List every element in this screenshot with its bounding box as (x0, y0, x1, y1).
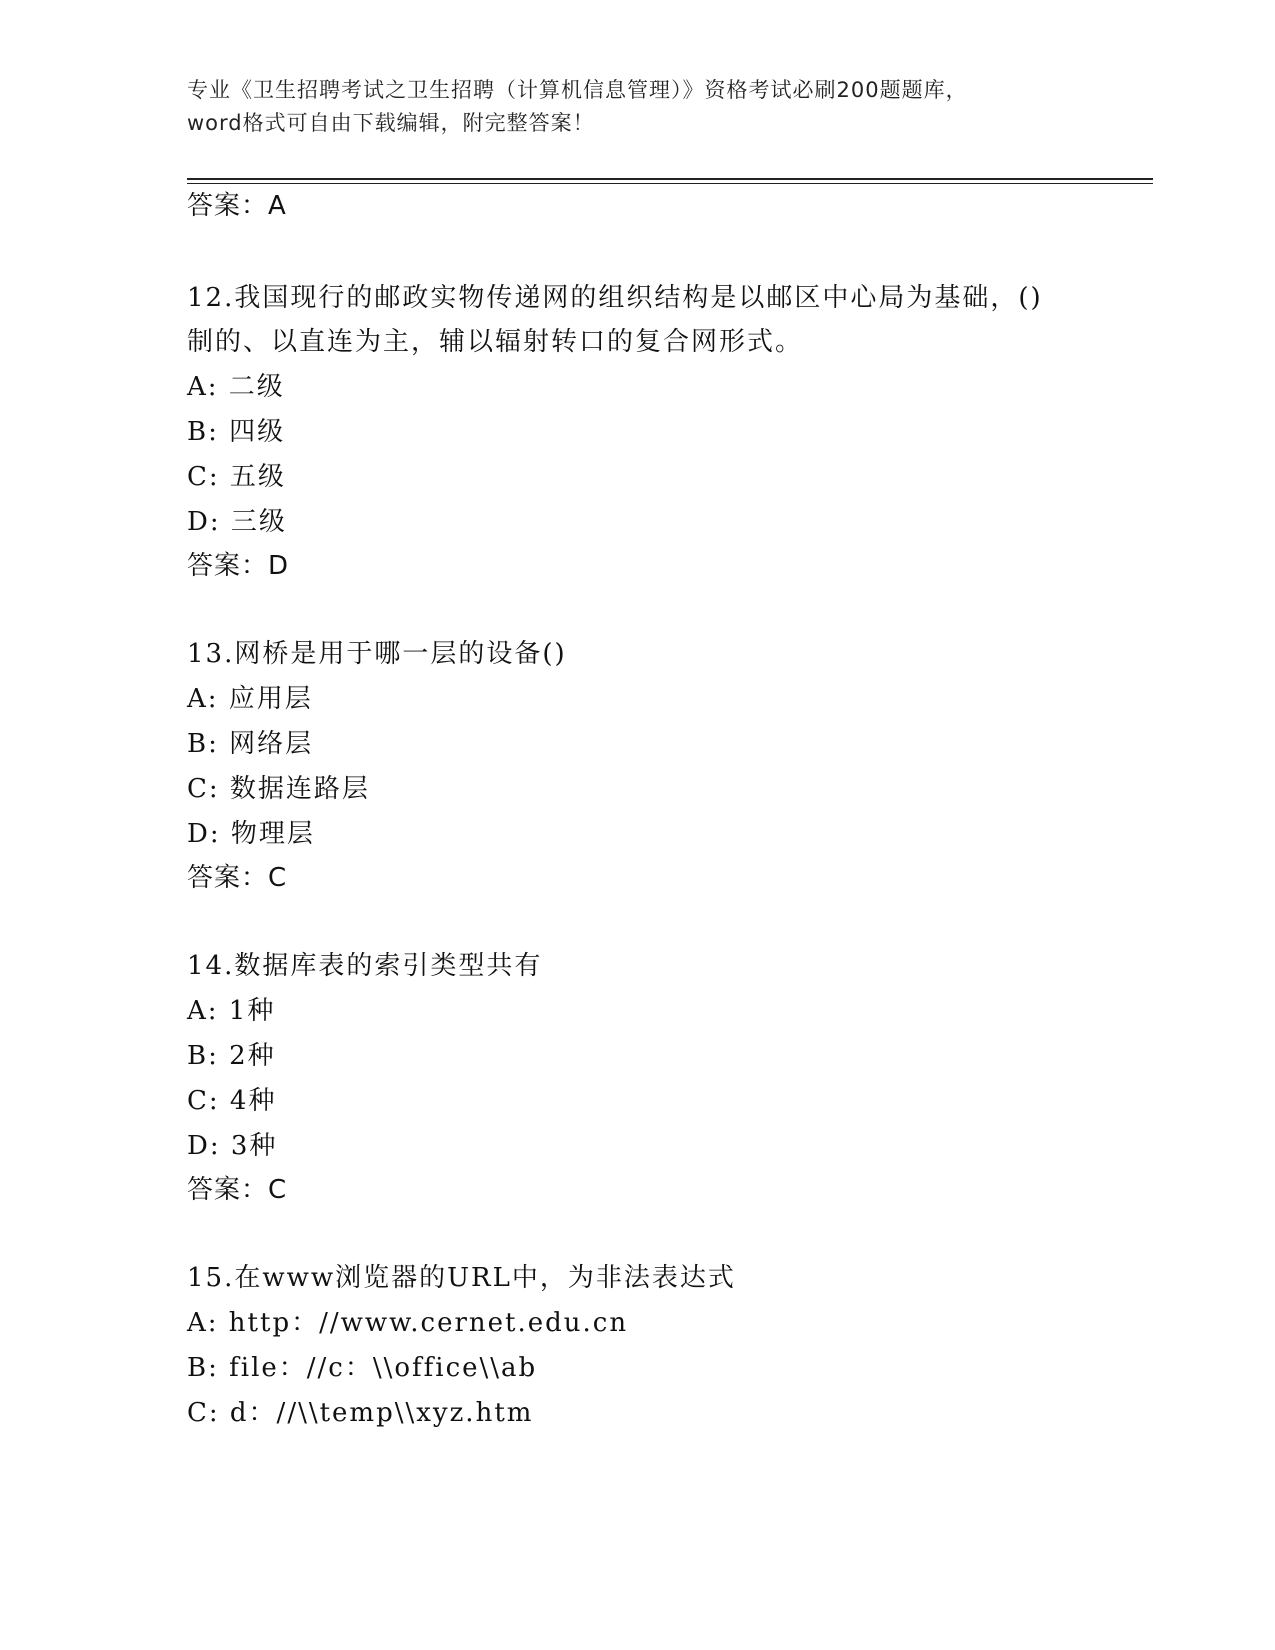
question-13-option-d: D: 物理层 (187, 819, 315, 849)
question-12-option-c: C: 五级 (187, 462, 286, 492)
question-12-stem-line-1: 12.我国现行的邮政实物传递网的组织结构是以邮区中心局为基础，() (187, 283, 1043, 313)
question-15-option-b: B: file：//c：\\office\\ab (187, 1353, 538, 1383)
question-13-option-a: A: 应用层 (187, 684, 313, 714)
question-13-option-b: B: 网络层 (187, 729, 314, 759)
header-title-line-2: word格式可自由下载编辑，附完整答案！ (187, 111, 595, 135)
question-12-stem-line-2: 制的、以直连为主，辅以辐射转口的复合网形式。 (187, 327, 804, 357)
document-header (187, 74, 1087, 140)
question-14-option-d: D: 3种 (187, 1131, 278, 1161)
question-15-option-c: C: d：//\\temp\\xyz.htm (187, 1398, 534, 1428)
question-15-stem: 15.在www浏览器的URL中，为非法表达式 (187, 1263, 736, 1293)
header-divider-thin (187, 183, 1153, 184)
header-title-line-1: 专业《卫生招聘考试之卫生招聘（计算机信息管理）》资格考试必刷200题题库， (187, 78, 968, 102)
question-14-stem: 14.数据库表的索引类型共有 (187, 951, 543, 981)
question-14-option-b: B: 2种 (187, 1041, 276, 1071)
question-13-stem: 13.网桥是用于哪一层的设备() (187, 639, 567, 669)
question-12-option-b: B: 四级 (187, 417, 286, 447)
answer-11: 答案：A (187, 191, 287, 221)
question-12-option-a: A: 二级 (187, 372, 285, 402)
question-13-answer: 答案：C (187, 863, 288, 893)
question-14-option-c: C: 4种 (187, 1086, 277, 1116)
question-15-option-a: A: http：//www.cernet.edu.cn (187, 1308, 629, 1338)
header-divider-thick (187, 178, 1153, 180)
question-14-answer: 答案：C (187, 1175, 288, 1205)
question-14-option-a: A: 1种 (187, 996, 276, 1026)
question-13-option-c: C: 数据连路层 (187, 774, 370, 804)
question-12-answer: 答案：D (187, 551, 290, 581)
question-12-option-d: D: 三级 (187, 507, 287, 537)
